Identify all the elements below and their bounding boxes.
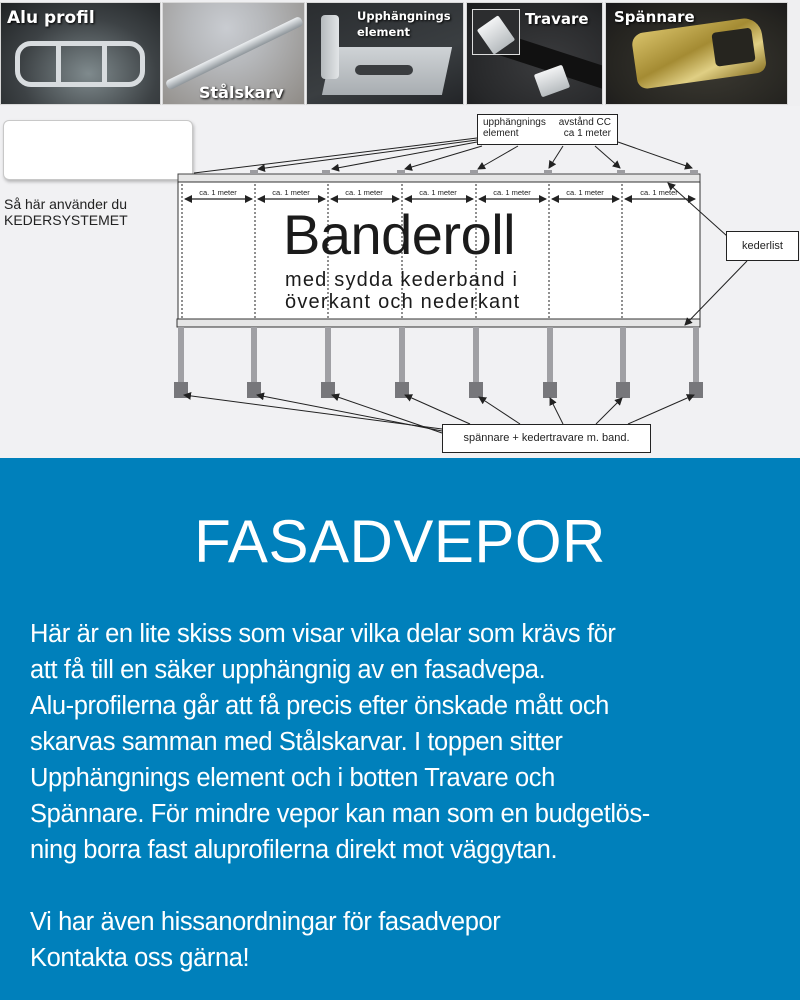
segment-label: ca. 1 meter	[419, 188, 457, 197]
hanger-callout-right-1: avstånd CC	[558, 117, 611, 128]
closing-line: Vi har även hissanordningar för fasadvepor	[30, 908, 501, 936]
photo-label-travare: Travare	[525, 10, 589, 28]
photo-label-line1: Upphängnings	[357, 9, 451, 23]
body-line: Alu-profilerna går att få precis efter önskade mått och	[30, 692, 609, 720]
hanger-callout-left-2: element	[483, 128, 519, 139]
hanger-callout-left	[483, 117, 546, 139]
body-line: skarvas samman med Stålskarvar. I toppen sitter	[30, 728, 563, 756]
body-line: Spännare. För mindre vepor kan man som en budgetlös-	[30, 800, 650, 828]
hanger-callout-right	[559, 117, 611, 139]
banner-subtitle-line-2: överkant och nederkant	[285, 291, 521, 313]
closing-line: Kontakta oss gärna!	[30, 944, 250, 972]
banner-title: Banderoll	[283, 203, 516, 266]
banner-subtitle-line-1: med sydda kederband i	[285, 269, 519, 291]
segment-label: ca. 1 meter	[640, 188, 678, 197]
photo-spannare	[605, 2, 788, 105]
paragraph-spacer	[30, 868, 790, 904]
hanger-slot-shape	[355, 65, 413, 75]
ratchet-shape	[631, 16, 768, 90]
photo-label-alu-profil: Alu profil	[7, 8, 95, 28]
intro-line-2: KEDERSYSTEMET	[4, 212, 128, 228]
photo-label-upphangnings	[357, 8, 451, 40]
kederlist-callout: kederlist	[726, 231, 799, 261]
hanger-lip-shape	[321, 15, 339, 79]
top-kederlist	[178, 174, 700, 182]
product-photo-strip	[0, 0, 800, 106]
photo-label-spannare: Spännare	[614, 8, 695, 26]
hanger-elements	[250, 170, 698, 174]
segment-label: ca. 1 meter	[199, 188, 237, 197]
segment-label: ca. 1 meter	[493, 188, 531, 197]
tensioner-posts	[174, 327, 703, 398]
hanger-callout	[477, 114, 618, 145]
info-body	[30, 616, 790, 976]
steel-rod-shape	[165, 16, 304, 91]
photo-label-stalskarv: Stålskarv	[199, 83, 284, 102]
inset-photo	[472, 9, 520, 55]
bottom-kederlist	[177, 319, 700, 327]
inset-clip-shape	[477, 15, 516, 54]
section-heading: FASADVEPOR	[194, 508, 606, 575]
hanger-callout-left-1: upphängnings	[483, 117, 546, 128]
body-line: ning borra fast aluprofilerna direkt mot väggytan.	[30, 836, 558, 864]
segment-label: ca. 1 meter	[345, 188, 383, 197]
alu-profile-shape	[15, 41, 145, 87]
photo-label-line2: element	[357, 25, 411, 39]
info-section	[0, 458, 800, 1000]
body-line: Här är en lite skiss som visar vilka delar som krävs för	[30, 620, 616, 648]
kedersystem-diagram	[0, 106, 800, 458]
body-line: att få till en säker upphängnig av en fasadvepa.	[30, 656, 546, 684]
hanger-callout-right-2: ca 1 meter	[563, 128, 611, 139]
segment-label: ca. 1 meter	[272, 188, 310, 197]
photo-stalskarv	[162, 2, 305, 105]
banner-subtitle	[285, 269, 520, 313]
photo-upphangnings-element	[306, 2, 464, 105]
body-line: Upphängnings element och i botten Travare och	[30, 764, 555, 792]
segment-label: ca. 1 meter	[566, 188, 604, 197]
tensioner-callout: spännare + kedertravare m. band.	[442, 424, 651, 453]
photo-alu-profil	[0, 2, 161, 105]
intro-line-1: Så här använder du	[4, 196, 127, 212]
photo-travare	[466, 2, 603, 105]
